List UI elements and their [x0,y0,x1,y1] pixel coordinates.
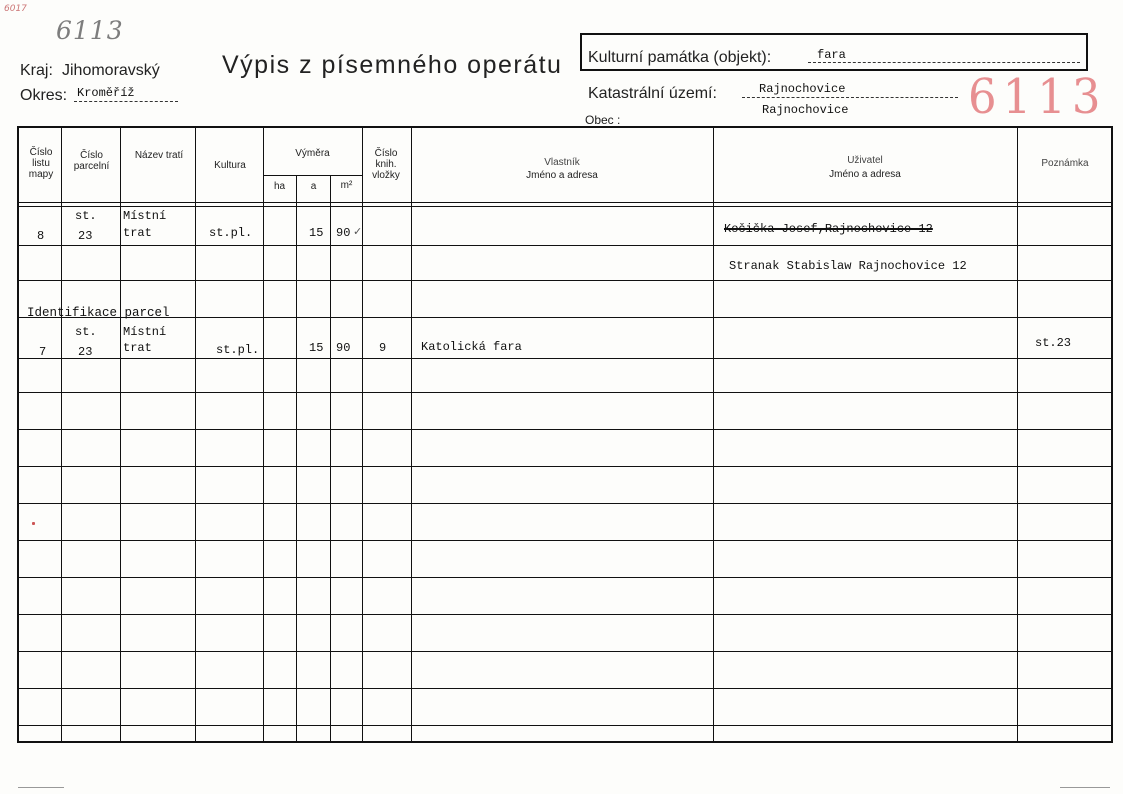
row2-trat-line1: Místní [123,325,167,339]
row-line [19,577,1111,578]
row2-poznamka: st.23 [1035,336,1072,350]
katastr-value: Rajnochovice [759,82,846,96]
row2-parcel-no: 23 [78,345,93,359]
row2-vlozka: 9 [379,341,387,355]
header-uzivatel: Uživatel [847,155,883,166]
row-line [19,429,1111,430]
vymera-subline [263,175,362,176]
row-line [19,245,1111,246]
row1-parcel-prefix: st. [75,209,97,223]
header-nazev-trati: Název tratí [134,150,184,161]
monument-underline [808,62,1080,63]
col-line [263,128,264,741]
document-title: Výpis z písemného operátu [222,51,563,79]
header-poznamka: Poznámka [1041,158,1089,169]
header-uzivatel-sub: Jméno a adresa [829,169,901,180]
row1-trat-line1: Místní [123,209,167,223]
kraj-value: Jihomoravský [62,62,160,79]
col-line [713,128,714,741]
header-kultura: Kultura [214,160,246,171]
stray-mark [32,522,35,525]
col-line [296,176,297,741]
row1-m2: 90 [336,226,351,240]
row1-a: 15 [309,226,324,240]
row2-m2: 90 [336,341,351,355]
col-line [195,128,196,741]
row1-list: 8 [37,229,45,243]
col-line [61,128,62,741]
row-line [19,540,1111,541]
row-line [19,466,1111,467]
header-cislo-knih: Číslo knih. vložky [372,148,400,181]
row-line [19,725,1111,726]
row2-kultura: st.pl. [216,343,260,357]
col-line [1017,128,1018,741]
okres-underline [74,101,178,102]
handwritten-number: 6113 [56,16,124,45]
row-line [19,358,1111,359]
parcel-table [17,126,1113,743]
row1-uzivatel-new: Stranak Stabislaw Rajnochovice 12 [729,259,967,273]
identification-label: Identifikace parcel [27,306,170,320]
kraj-label: Kraj: [20,62,53,79]
header-cislo-listu: Číslo listu mapy [28,147,54,180]
obec-value: Rajnochovice [762,103,849,117]
row2-list: 7 [39,345,47,359]
header-ha: ha [273,181,286,192]
bottom-edge-mark [1060,787,1110,788]
row2-vlastnik: Katolická fara [421,340,522,354]
header-vlastnik: Vlastník [544,157,580,168]
row-line [19,614,1111,615]
row-line [19,688,1111,689]
header-vlastnik-sub: Jméno a adresa [526,170,598,181]
header-divider [19,202,1111,207]
header-vymera: Výměra [295,148,330,159]
corner-note: 6017 [4,4,27,14]
monument-label: Kulturní památka (objekt): [588,49,772,66]
row-line [19,503,1111,504]
row-line [19,392,1111,393]
obec-label: Obec : [585,113,621,127]
okres-value: Kroměříž [77,86,135,100]
okres-label: Okres: [20,87,68,104]
row-line [19,651,1111,652]
stamp-number: 6113 [968,68,1107,125]
row1-check-mark: ✓ [353,226,363,238]
katastr-underline [742,97,958,98]
col-line [362,128,363,741]
katastr-label: Katastrální území: [588,85,717,102]
col-line [411,128,412,741]
header-m2: m² [340,180,353,191]
row-line [19,280,1111,281]
row1-kultura: st.pl. [209,226,253,240]
row1-uzivatel-struck: Kočička Josef,Rajnochovice 12 [724,222,933,236]
col-line [330,176,331,741]
row2-trat-line2: trat [123,341,152,355]
col-line [120,128,121,741]
row2-parcel-prefix: st. [75,325,97,339]
header-a: a [310,181,317,192]
row-line [19,317,1111,318]
monument-value: fara [817,48,846,62]
header-cislo-parcelni: Číslo parcelní [73,150,110,172]
bottom-edge-mark [18,787,64,788]
row1-parcel-no: 23 [78,229,93,243]
row2-a: 15 [309,341,324,355]
row1-trat-line2: trat [123,226,152,240]
